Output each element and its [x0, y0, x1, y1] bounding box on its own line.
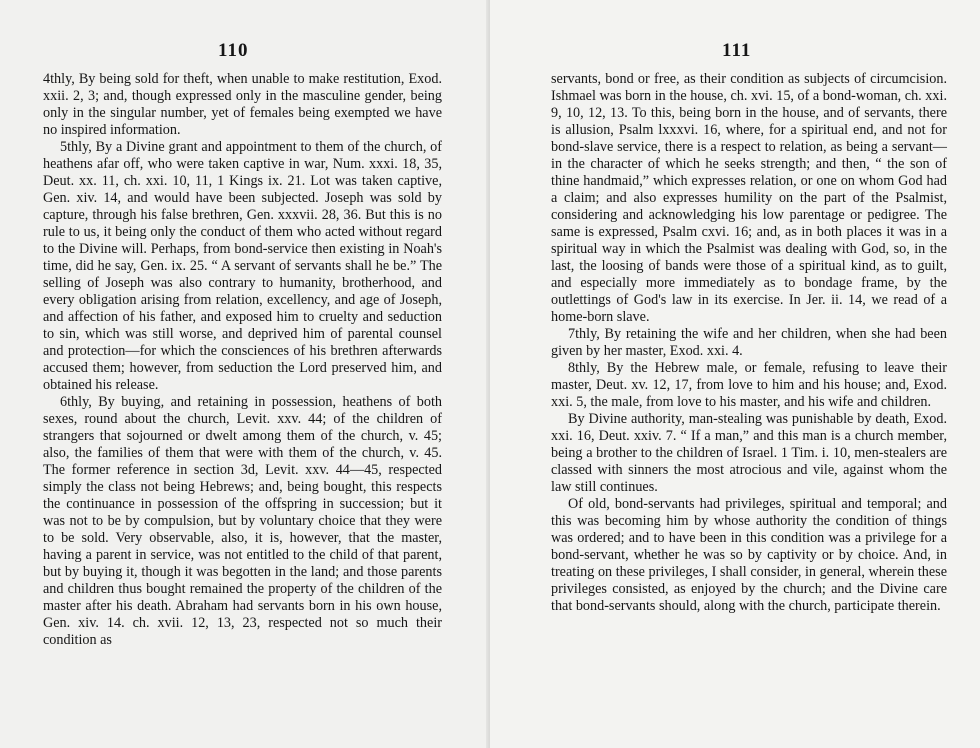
- text-column: [551, 71, 947, 615]
- paragraph: 6thly, By buying, and retaining in possession, heathens of both sexes, round about the church, Levit. xxv. 44; of the children of strangers that sojourned or dwelt among them of the church, v. 45; also, the families of them that were with them of the church, v. 45. The former reference in section 3d, Levit. xxv. 44—45, respected simply the class not being Hebrews; and, being bought, this respects the continuance in possession of the offspring in succession; but it was not to be by compulsion, but by voluntary choice that they were to be sold. Very observable, also, it is, however, that the master, having a parent in service, was not entitled to the child of that parent, but by buying it, though it was begotten in the land; and those parents and children thus bought remained the property of the children of the master after his death. Abraham had servants born in his own house, Gen. xiv. 14. ch. xvii. 12, 13, 23, respected not so much their condition as: [43, 394, 442, 648]
- paragraph: servants, bond or free, as their condition as subjects of circumcision. Ishmael was born in the house, ch. xvi. 15, of a bond-woman, ch. xxi. 9, 10, 12, 13. To this, being born in the house, and of servants, there is allusion, Psalm lxxxvi. 16, where, for a spiritual end, and not for bond-slave service, there is a respect to relation, as being a servant—in the character of which he seeks strength; and then, “ the son of thine handmaid,” which expresses relation, or one on whom God had a claim; and also expresses humility on the part of the Psalmist, considering and acknowledging his low parentage or pedigree. The same is expressed, Psalm cxvi. 16; and, as in both places it was in a spiritual way in which the Psalmist was dealing with God, so, in the last, the loosing of bands were those of a spiritual kind, as to guilt, and especially more immediately as to bondage frame, by the outlettings of God's law in its exercise. In Jer. ii. 14, we read of a home-born slave.: [551, 71, 947, 325]
- right-page: [490, 0, 980, 748]
- paragraph: 4thly, By being sold for theft, when unable to make restitution, Exod. xxii. 2, 3; and, though expressed only in the masculine gender, being only in the singular number, yet of females being exempted we have no inspired information.: [43, 71, 442, 138]
- page-number: 110: [218, 40, 249, 61]
- page-number: 111: [722, 40, 752, 61]
- paragraph: 8thly, By the Hebrew male, or female, refusing to leave their master, Deut. xv. 12, 17, from love to him and his house; and, Exod. xxi. 5, the male, from love to his master, and his wife and children.: [551, 360, 947, 410]
- paragraph: 7thly, By retaining the wife and her children, when she had been given by her master, Exod. xxi. 4.: [551, 326, 947, 359]
- text-column: [43, 71, 442, 649]
- paragraph: By Divine authority, man-stealing was punishable by death, Exod. xxi. 16, Deut. xxiv. 7. “ If a man,” and this man is a church member, being a brother to the children of Israel. 1 Tim. i. 10, men-stealers are classed with sinners the most atrocious and vile, against whom the law still continues.: [551, 411, 947, 495]
- paragraph: Of old, bond-servants had privileges, spiritual and temporal; and this was becoming him by whose authority the condition of things was ordered; and to have been in this condition was a privilege for a bond-servant, whether he was so by captivity or by choice. And, in treating on these privileges, I shall consider, in general, wherein these privileges consisted, as enjoyed by the church; and the Divine care that bond-servants should, along with the church, participate therein.: [551, 496, 947, 614]
- paragraph: 5thly, By a Divine grant and appointment to them of the church, of heathens afar off, who were taken captive in war, Num. xxxi. 18, 35, Deut. xx. 11, ch. xxi. 10, 11, 1 Kings ix. 21. Lot was taken captive, Gen. xiv. 14, and would have been subjected. Joseph was sold by capture, through his false brethren, Gen. xxxvii. 28, 36. But this is no rule to us, it being only the conduct of them who acted without regard to the Divine will. Perhaps, from bond-service then existing in Noah's time, did he say, Gen. ix. 25. “ A servant of servants shall he be.” The selling of Joseph was also contrary to humanity, brotherhood, and every obligation arising from relation, excellency, and age of Joseph, and affection of his father, and exposed him to cruelty and seduction to sin, which was still worse, and deprived him of parental counsel and protection—for which the consciences of his brethren afterwards accused them; however, from seduction the Lord preserved him, and obtained his release.: [43, 139, 442, 393]
